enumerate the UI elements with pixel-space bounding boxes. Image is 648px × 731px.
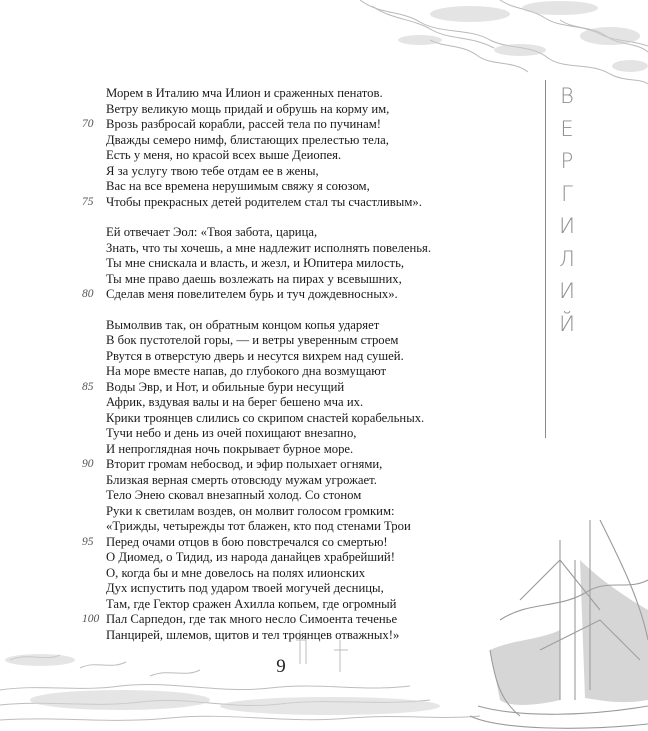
verse-text: «Трижды, четырежды тот блажен, кто под стенами Трои xyxy=(106,519,411,533)
author-letter: В xyxy=(560,84,574,108)
verse-text: Вторит громам небосвод, и эфир полыхает огнями, xyxy=(106,457,383,471)
verse-text: Тело Энею сковал внезапный холод. Со стоном xyxy=(106,488,362,502)
verse-text: Вымолвив так, он обратным концом копья ударяет xyxy=(106,317,380,332)
verse-line xyxy=(82,179,502,195)
verse-text: Ей отвечает Эол: «Твоя забота, царица, xyxy=(106,225,318,239)
verse-text: Морем в Италию мча Илион и сраженных пенатов. xyxy=(106,86,383,100)
verse-line xyxy=(82,133,502,149)
verse-line xyxy=(82,148,502,164)
verse-line xyxy=(82,333,502,349)
verse-line xyxy=(82,597,502,613)
stanza xyxy=(82,318,502,644)
author-letter: Г xyxy=(561,181,573,206)
verse-text: И непроглядная ночь покрывает бурное море. xyxy=(106,441,354,456)
verse-line xyxy=(82,364,502,380)
verse-line xyxy=(82,349,502,365)
verse-line xyxy=(82,581,502,597)
verse-line xyxy=(82,86,502,102)
verse-line xyxy=(82,164,502,180)
verse-line xyxy=(82,566,502,582)
verse-line xyxy=(82,426,502,442)
verse-line xyxy=(82,550,502,566)
verse-line xyxy=(82,380,502,396)
author-name-vertical xyxy=(545,80,586,438)
line-number: 80 xyxy=(82,288,94,300)
verse-text: Я за услугу твою тебе отдам ее в жены, xyxy=(106,163,319,178)
verse-line xyxy=(82,488,502,504)
verse-text: Дух испустить под ударом твоей могучей десницы, xyxy=(106,581,384,595)
stanza xyxy=(82,225,502,303)
verse-line xyxy=(82,287,502,303)
verse-text: Знать, что ты хочешь, а мне надлежит исполнять повеленья. xyxy=(106,240,432,255)
verse-line xyxy=(82,395,502,411)
verse-text: Там, где Гектор сражен Ахилла копьем, где огромный xyxy=(106,596,397,611)
verse-line xyxy=(82,473,502,489)
verse-text: Крики троянцев слились со скрипом снастей корабельных. xyxy=(106,410,425,425)
verse-line xyxy=(82,519,502,535)
line-number: 75 xyxy=(82,195,94,208)
verse-line xyxy=(82,628,502,644)
verse-line xyxy=(82,102,502,118)
stanza xyxy=(82,86,502,210)
verse-line xyxy=(82,612,502,628)
author-letter: Й xyxy=(559,311,575,336)
author-letter: И xyxy=(559,214,575,238)
verse-line xyxy=(82,411,502,427)
verse-line xyxy=(82,241,502,257)
author-letter: Р xyxy=(560,149,574,173)
verse-line xyxy=(82,256,502,272)
verse-text: О, когда бы и мне довелось на полях илионских xyxy=(106,565,366,580)
line-number: 90 xyxy=(82,458,94,470)
verse-text: Ты мне право даешь возлежать на пирах у всевышних, xyxy=(106,271,402,286)
verse-line xyxy=(82,117,502,133)
verse-text: Сделав меня повелителем бурь и туч дождевносных». xyxy=(106,287,398,301)
line-number: 70 xyxy=(82,118,94,130)
verse-text: Тучи небо и день из очей похищают внезапно, xyxy=(106,426,357,440)
verse-line xyxy=(82,272,502,288)
verse-text: В бок пустотелой горы, — и ветры уверенным строем xyxy=(106,333,399,347)
verse-text: Врозь разбросай корабли, рассей тела по пучинам! xyxy=(106,117,381,131)
verse-text: Вас на все времена нерушимым свяжу я союзом, xyxy=(106,179,370,193)
poem-text xyxy=(82,86,502,658)
verse-line xyxy=(82,442,502,458)
verse-text: Дважды семеро нимф, блистающих прелестью тела, xyxy=(106,132,389,147)
line-number: 100 xyxy=(82,613,100,625)
verse-line xyxy=(82,457,502,473)
verse-text: Близкая верная смерть отовсюду мужам угрожает. xyxy=(106,472,377,487)
verse-line xyxy=(82,195,502,211)
verse-text: Ветру великую мощь придай и обрушь на корму им, xyxy=(106,101,390,116)
author-letter: Е xyxy=(560,116,574,141)
line-number: 85 xyxy=(82,380,94,393)
author-letter: Л xyxy=(559,246,575,271)
verse-text: Воды Эвр, и Нот, и обильные бури несущий xyxy=(106,379,345,394)
verse-line xyxy=(82,225,502,241)
verse-text: О Диомед, о Тидид, из народа данайцев храбрейший! xyxy=(106,550,395,564)
verse-line xyxy=(82,318,502,334)
page-number: 9 xyxy=(276,656,286,677)
author-letter: И xyxy=(559,279,575,303)
verse-text: Африк, вздувая валы и на берег бешено мча их. xyxy=(106,395,364,409)
verse-text: Руки к светилам воздев, он молвит голосом громким: xyxy=(106,503,395,518)
line-number: 95 xyxy=(82,535,94,548)
verse-line xyxy=(82,535,502,551)
verse-text: Пал Сарпедон, где так много несло Симоента теченье xyxy=(106,612,398,626)
verse-text: Перед очами отцов в бою повстречался со смертью! xyxy=(106,534,388,549)
verse-text: Рвутся в отверстую дверь и несутся вихрем над сушей. xyxy=(106,348,404,363)
verse-text: На море вместе напав, до глубокого дна возмущают xyxy=(106,364,387,378)
verse-text: Ты мне снискала и власть, и жезл, и Юпитера милость, xyxy=(106,256,405,270)
verse-text: Панцирей, шлемов, щитов и тел троянцев отважных!» xyxy=(106,627,400,642)
verse-text: Чтобы прекрасных детей родителем стал ты счастливым». xyxy=(106,194,422,209)
verse-text: Есть у меня, но красой всех выше Деиопея. xyxy=(106,148,342,162)
verse-line xyxy=(82,504,502,520)
